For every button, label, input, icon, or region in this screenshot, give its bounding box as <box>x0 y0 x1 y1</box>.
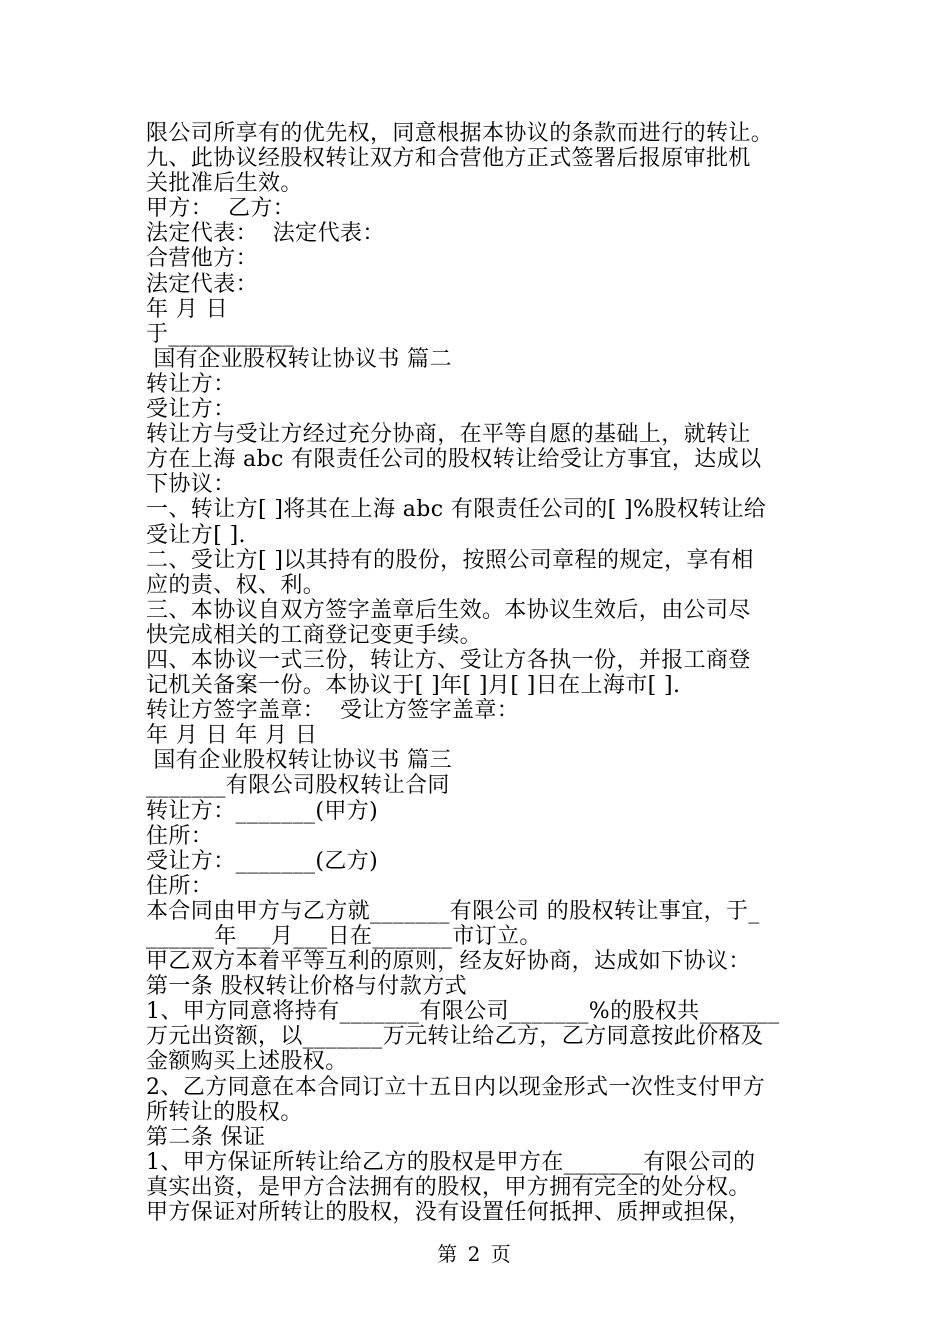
page-number: 第 2 页 <box>437 1242 513 1266</box>
body-text <box>146 121 826 1225</box>
text-line: 住所： <box>146 873 214 899</box>
text-line: 于___________ <box>146 321 294 347</box>
text-line: 下协议： <box>146 472 236 498</box>
text-line: 应的责、权、利。 <box>146 572 326 598</box>
text-line: 受让方[ ]. <box>146 522 246 548</box>
text-line: 转让方与受让方经过充分协商，在平等自愿的基础上，就转让 <box>146 422 751 448</box>
text-line: 住所： <box>146 823 214 849</box>
text-line: 方在上海 abc 有限责任公司的股权转让给受让方事宜，达成以 <box>146 447 762 473</box>
text-line: 所转让的股权。 <box>146 1099 303 1125</box>
text-line: 万元出资额，以_______万元转让给乙方，乙方同意按此价格及 <box>146 1024 764 1050</box>
text-line: 甲方保证对所转让的股权，没有设置任何抵押、质押或担保， <box>146 1200 751 1226</box>
text-line: 受让方： <box>146 397 236 423</box>
text-line: 转让方： <box>146 371 236 397</box>
text-line: 记机关备案一份。本协议于[ ]年[ ]月[ ]日在上海市[ ]. <box>146 673 681 699</box>
text-line: 一、转让方[ ]将其在上海 abc 有限责任公司的[ ]%股权转让给 <box>146 497 767 523</box>
text-line: _______有限公司股权转让合同 <box>146 773 450 799</box>
text-line: 快完成相关的工商登记变更手续。 <box>146 622 483 648</box>
text-line: 甲方： 乙方： <box>146 196 296 222</box>
text-line: 第一条 股权转让价格与付款方式 <box>146 974 467 1000</box>
text-line: 法定代表： <box>146 271 259 297</box>
text-line: 1、甲方保证所转让给乙方的股权是甲方在_______有限公司的 <box>146 1149 756 1175</box>
text-line: 二、受让方[ ]以其持有的股份，按照公司章程的规定，享有相 <box>146 547 754 573</box>
text-line: 三、本协议自双方签字盖章后生效。本协议生效后，由公司尽 <box>146 597 751 623</box>
text-line: ______年___月___日在_______市订立。 <box>146 924 542 949</box>
text-line: 转让方：_______(甲方) <box>146 798 379 824</box>
text-line: 四、本协议一式三份，转让方、受让方各执一份，并报工商登 <box>146 647 751 673</box>
text-line: 金额购买上述股权。 <box>146 1049 348 1075</box>
text-line: 真实出资，是甲方合法拥有的股权，甲方拥有完全的处分权。 <box>146 1174 751 1200</box>
text-line: 第二条 保证 <box>146 1124 266 1150</box>
text-line: 国有企业股权转让协议书 篇二 <box>146 346 452 372</box>
text-line: 合营他方： <box>146 246 259 272</box>
text-line: 受让方：_______(乙方) <box>146 848 379 874</box>
text-line: 1、甲方同意将持有_______有限公司_______%的股权共_______ <box>146 999 780 1025</box>
text-line: 限公司所享有的优先权，同意根据本协议的条款而进行的转让。 <box>146 121 774 146</box>
text-line: 法定代表： 法定代表： <box>146 221 385 247</box>
text-line: 九、此协议经股权转让双方和合营他方正式签署后报原审批机 <box>146 146 751 172</box>
text-line: 2、乙方同意在本合同订立十五日内以现金形式一次性支付甲方 <box>146 1074 766 1100</box>
text-line: 关批准后生效。 <box>146 171 303 197</box>
text-line: 国有企业股权转让协议书 篇三 <box>146 748 452 774</box>
text-line: 本合同由甲方与乙方就_______有限公司 的股权转让事宜，于_ <box>146 898 760 924</box>
text-line: 转让方签字盖章： 受让方签字盖章： <box>146 698 520 724</box>
text-line: 年 月 日 <box>146 296 228 322</box>
text-line: 甲乙双方本着平等互利的原则，经友好协商，达成如下协议： <box>146 949 751 975</box>
text-line: 年 月 日 年 月 日 <box>146 723 318 749</box>
